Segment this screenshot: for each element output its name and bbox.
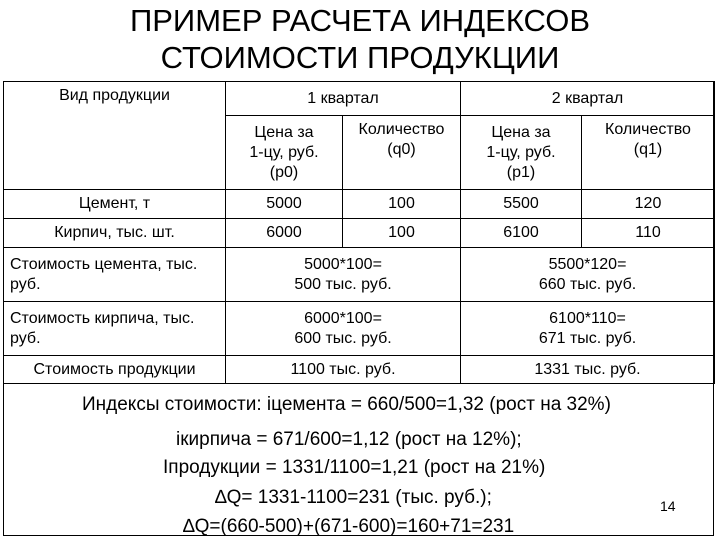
table-row <box>4 219 715 248</box>
header-qty-q1 <box>343 116 461 190</box>
price-quantity-table <box>3 81 715 384</box>
cost-q2-line: 671 тыс. руб. <box>538 329 637 347</box>
cost-row-label: Стоимость цемента, тыс. руб. <box>4 248 226 302</box>
table-row <box>4 190 715 219</box>
header-price-q1-line: (р0) <box>269 163 299 181</box>
header-qty-q1-line: (q0) <box>387 141 416 158</box>
header-qty-q2 <box>582 116 715 190</box>
cost-q2-line: 6100*110= <box>549 309 626 327</box>
row-product-name: Цемент, т <box>4 190 226 219</box>
title-line-2: СТОИМОСТИ ПРОДУКЦИИ <box>160 40 560 75</box>
title-line-1: ПРИМЕР РАСЧЕТА ИНДЕКСОВ <box>129 3 591 38</box>
cost-q2-line: 660 тыс. руб. <box>538 275 637 293</box>
cost-q2: 1331 тыс. руб. <box>461 356 715 384</box>
formula-line-2: iкирпича = 671/600=1,12 (рост на 12%); <box>176 429 522 450</box>
cost-q1-line: 5000*100= <box>304 255 382 273</box>
header-qty-q1-line: Количество <box>358 121 445 138</box>
row-p0: 5000 <box>226 190 343 219</box>
cost-q2-line: 5500*120= <box>548 255 627 273</box>
page-number: 14 <box>660 498 676 514</box>
header-quarter-2: 2 квартал <box>461 82 715 116</box>
header-product-type: Вид продукции <box>4 82 226 190</box>
header-price-q1-line: Цена за <box>254 123 314 141</box>
header-price-q2-line: Цена за <box>491 123 551 141</box>
cost-row <box>4 356 715 384</box>
header-price-q1-line: 1-цу, руб. <box>249 143 319 161</box>
row-product-name: Кирпич, тыс. шт. <box>4 219 226 248</box>
header-row-quarters <box>4 82 715 116</box>
header-price-q2-line: (р1) <box>506 163 536 181</box>
slide-title <box>0 2 720 76</box>
cost-row-label: Стоимость продукции <box>4 356 226 384</box>
cost-q2 <box>461 248 715 302</box>
row-q1: 120 <box>582 190 715 219</box>
header-price-q2-line: 1-цу, руб. <box>486 143 556 161</box>
cost-q1-line: 600 тыс. руб. <box>294 329 392 347</box>
row-q0: 100 <box>343 190 461 219</box>
cost-row <box>4 302 715 356</box>
row-q0: 100 <box>343 219 461 248</box>
cost-q1 <box>226 248 461 302</box>
row-q1: 110 <box>582 219 715 248</box>
formula-line-5: ∆Q=(660-500)+(671-600)=160+71=231 <box>183 516 515 537</box>
row-p1: 6100 <box>461 219 582 248</box>
cost-row-label: Стоимость кирпича, тыс. руб. <box>4 302 226 356</box>
header-qty-q2-line: (q1) <box>633 141 663 158</box>
cost-row <box>4 248 715 302</box>
cost-q1-line: 500 тыс. руб. <box>294 275 392 293</box>
formula-line-3: Iпродукции = 1331/1100=1,21 (рост на 21%) <box>163 457 546 478</box>
header-qty-q2-line: Количество <box>605 121 691 138</box>
formula-line-4: ∆Q= 1331-1100=231 (тыс. руб.); <box>215 487 492 508</box>
row-p1: 5500 <box>461 190 582 219</box>
row-p0: 6000 <box>226 219 343 248</box>
header-price-q1 <box>226 116 343 190</box>
cost-q2 <box>461 302 715 356</box>
cost-q1: 1100 тыс. руб. <box>226 356 461 384</box>
formula-line-1: Индексы стоимости: iцемента = 660/500=1,32 (рост на 32%) <box>82 394 611 415</box>
cost-q1 <box>226 302 461 356</box>
header-price-q2 <box>461 116 582 190</box>
header-quarter-1: 1 квартал <box>226 82 461 116</box>
cost-q1-line: 6000*100= <box>304 309 382 327</box>
